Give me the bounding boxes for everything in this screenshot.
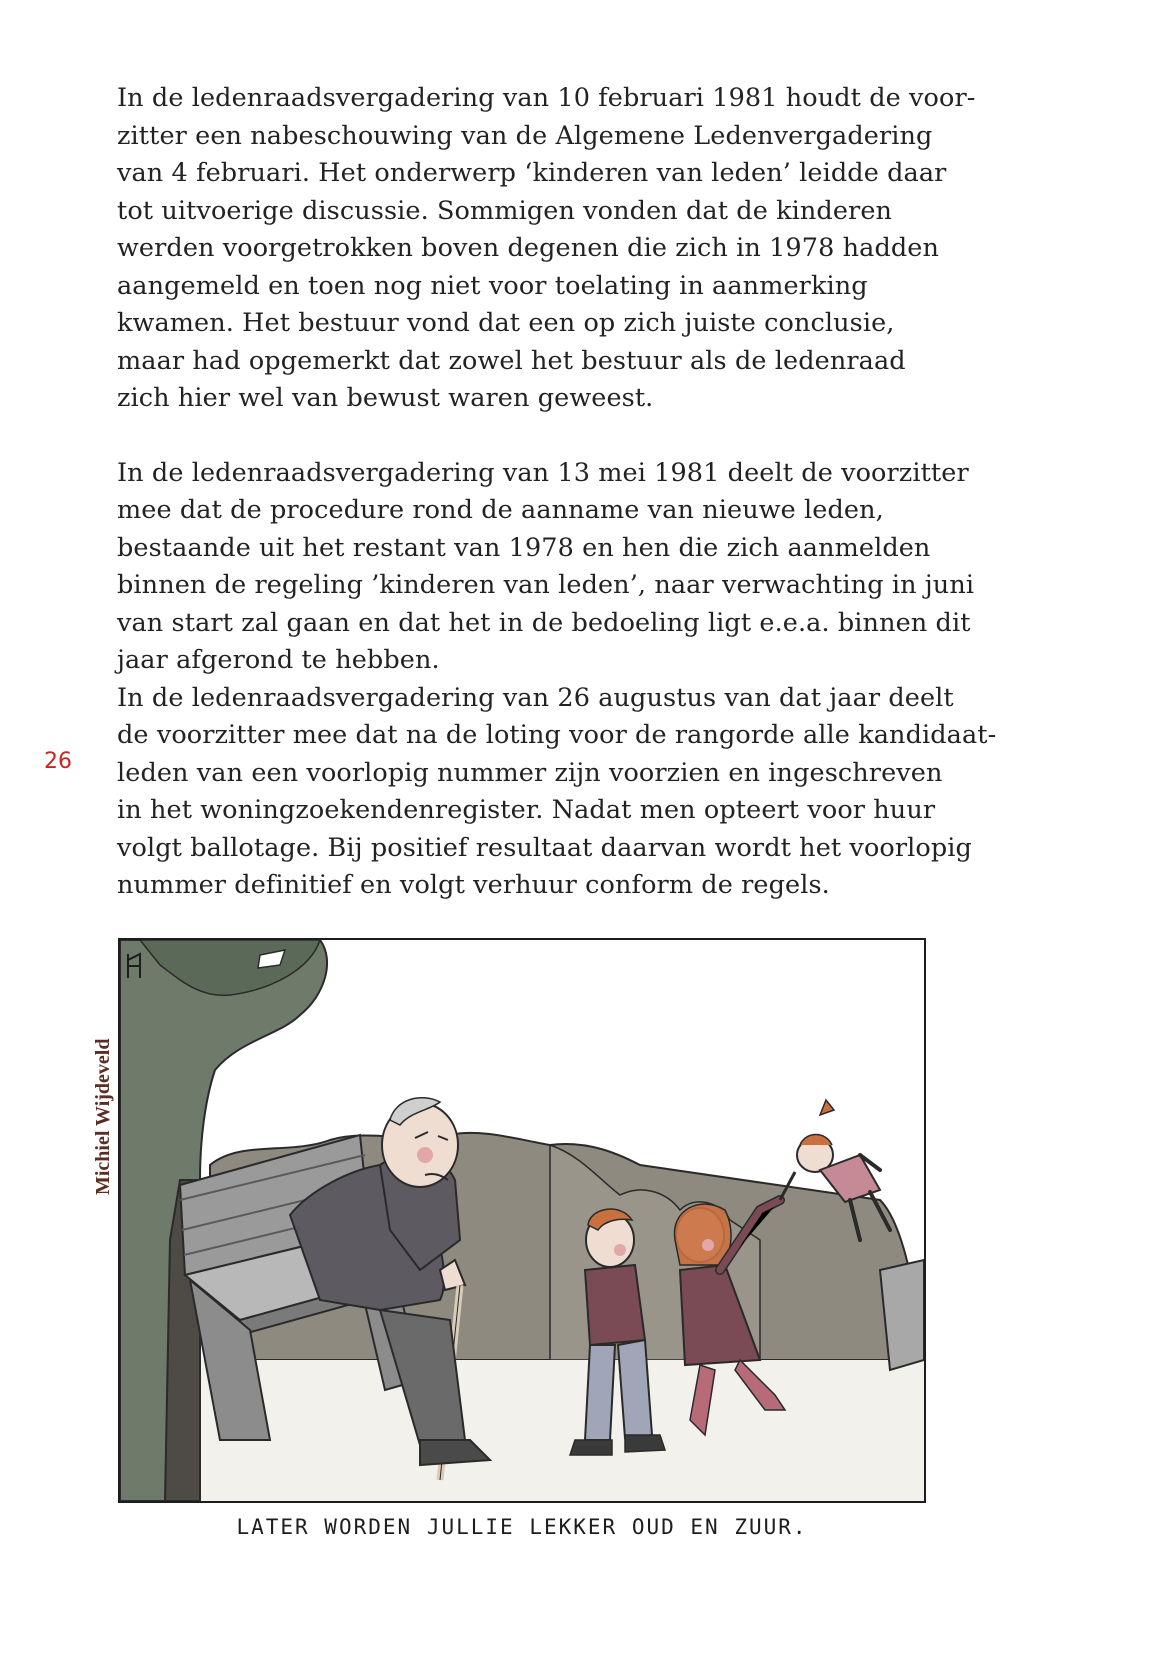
- text-line: werden voorgetrokken boven degenen die zich in 1978 hadden: [117, 233, 939, 263]
- text-line: kwamen. Het bestuur vond dat een op zich juiste conclusie,: [117, 308, 895, 338]
- text-line: tot uitvoerige discussie. Sommigen vonden dat de kinderen: [117, 195, 893, 226]
- illustrator-credit: Michiel Wijdeveld: [92, 1038, 114, 1195]
- page-number: 26: [44, 749, 72, 774]
- text-line: jaar afgerond te hebben.: [117, 645, 440, 675]
- text-line: aangemeld en toen nog niet voor toelating in aanmerking: [117, 270, 868, 301]
- text-line: In de ledenraadsvergadering van 13 mei 1981 deelt de voorzitter: [117, 457, 969, 488]
- cartoon-caption: LATER WORDEN JULLIE LEKKER OUD EN ZUUR.: [236, 1515, 808, 1539]
- text-line: zitter een nabeschouwing van de Algemene Ledenvergadering: [117, 120, 933, 151]
- text-line: maar had opgemerkt dat zowel het bestuur als de ledenraad: [117, 345, 906, 376]
- text-line: van start zal gaan en dat het in de bedoeling ligt e.e.a. binnen dit: [117, 607, 971, 638]
- text-line: nummer definitief en volgt verhuur conform de regels.: [117, 870, 830, 900]
- text-line: in het woningzoekendenregister. Nadat men opteert voor huur: [117, 795, 936, 825]
- body-text: [117, 80, 1017, 905]
- paragraph-gap: [117, 418, 1017, 455]
- text-line: de voorzitter mee dat na de loting voor de rangorde alle kandidaat-: [117, 720, 997, 750]
- text-line: van 4 februari. Het onderwerp ‘kinderen van leden’ leidde daar: [117, 158, 947, 188]
- text-line: volgt ballotage. Bij positief resultaat daarvan wordt het voorlopig: [117, 832, 972, 863]
- text-line: zich hier wel van bewust waren geweest.: [117, 383, 654, 413]
- text-line: bestaande uit het restant van 1978 en hen die zich aanmelden: [117, 532, 931, 563]
- text-line: leden van een voorlopig nummer zijn voorzien en ingeschreven: [117, 757, 943, 788]
- text-line: mee dat de procedure rond de aanname van nieuwe leden,: [117, 495, 884, 525]
- text-line: binnen de regeling ’kinderen van leden’, naar verwachting in juni: [117, 570, 975, 600]
- text-line: In de ledenraadsvergadering van 26 augustus van dat jaar deelt: [117, 682, 954, 713]
- cartoon-illustration: [118, 938, 926, 1503]
- text-line: In de ledenraadsvergadering van 10 februari 1981 houdt de voor-: [117, 83, 976, 113]
